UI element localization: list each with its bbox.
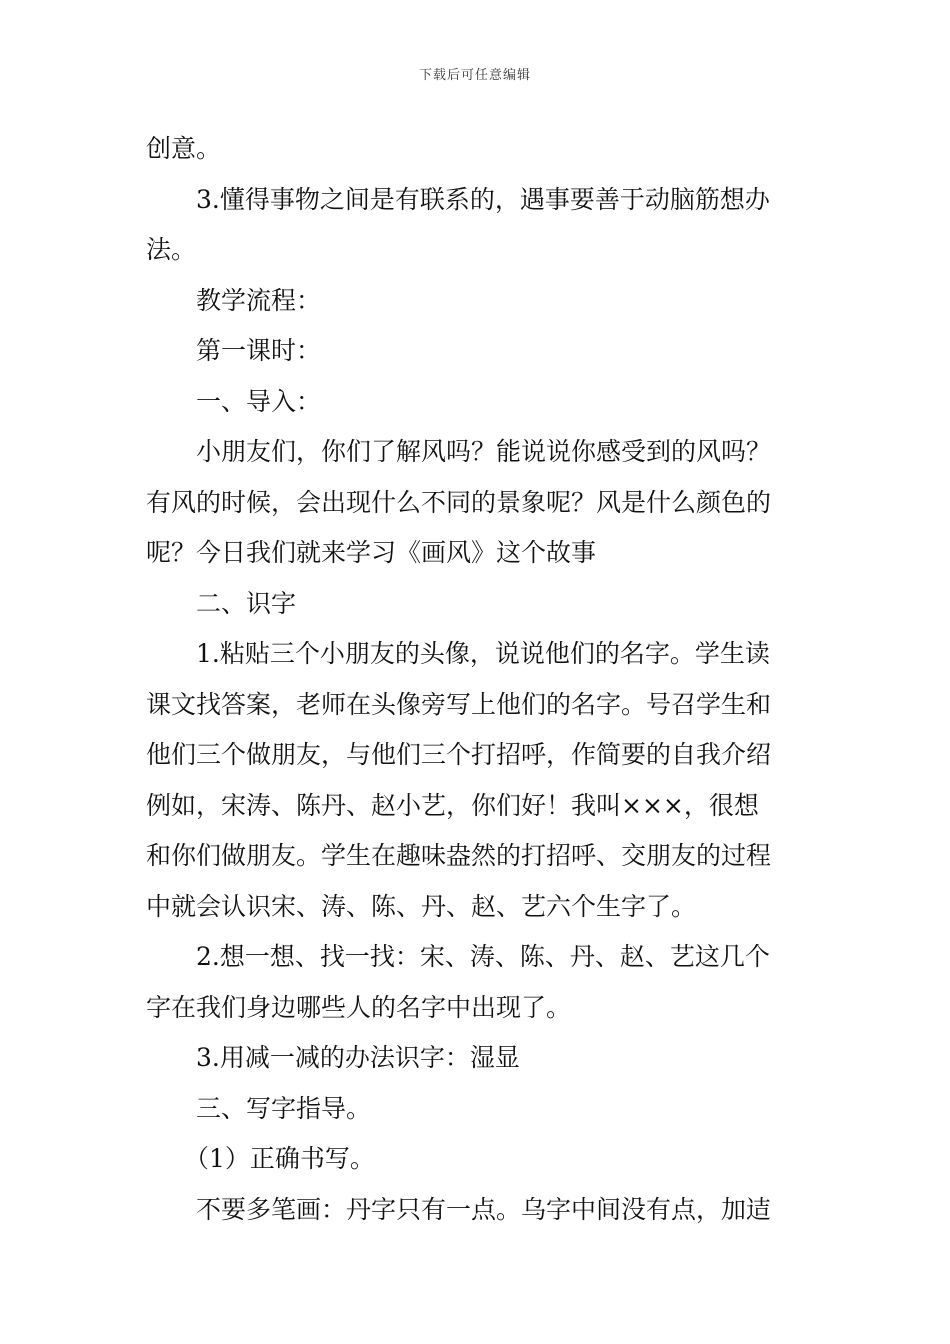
section-heading: 教学流程： [196,285,322,315]
text-line: 法。 [146,235,197,264]
text-line: 中就会认识宋、涛、陈、丹、赵、艺六个生字了。 [146,891,697,921]
section-heading: 第一课时： [196,336,322,365]
text-line: 小朋友们，你们了解风吗？能说说你感受到的风吗？ [196,437,772,466]
text-line: 课文找答案，老师在头像旁写上他们的名字。号召学生和 [146,689,772,719]
text-line: 有风的时候，会出现什么不同的景象呢？风是什么颜色的 [146,487,772,517]
section-heading: 一、导入： [196,386,322,416]
section-heading: 三、写字指导。 [196,1093,372,1123]
text-line: 2.想一想、找一找：宋、涛、陈、丹、赵、艺这几个 [196,942,770,971]
section-heading: 二、识字 [196,588,297,618]
text-line: （1）正确书写。 [184,1144,375,1173]
text-line: 呢？今日我们就来学习《画风》这个故事 [146,538,597,567]
page-header: 下载后可任意编辑 [418,68,531,83]
text-line: 创意。 [146,134,222,163]
text-line: 和你们做朋友。学生在趣味盎然的打招呼、交朋友的过程 [146,841,772,870]
text-line: 例如，宋涛、陈丹、赵小艺，你们好！我叫×××，很想 [146,790,759,820]
text-line: 他们三个做朋友，与他们三个打招呼，作简要的自我介绍 [146,740,772,769]
text-line: 字在我们身边哪些人的名字中出现了。 [146,992,572,1022]
text-line: 3.用减一减的办法识字：湿显 [196,1043,520,1072]
text-line: 1.粘贴三个小朋友的头像，说说他们的名字。学生读 [196,639,770,668]
document-body [146,124,810,1235]
text-line: 不要多笔画：丹字只有一点。乌字中间没有点，加迼 [196,1194,772,1224]
text-line: 3.懂得事物之间是有联系的，遇事要善于动脑筋想办 [196,184,770,214]
